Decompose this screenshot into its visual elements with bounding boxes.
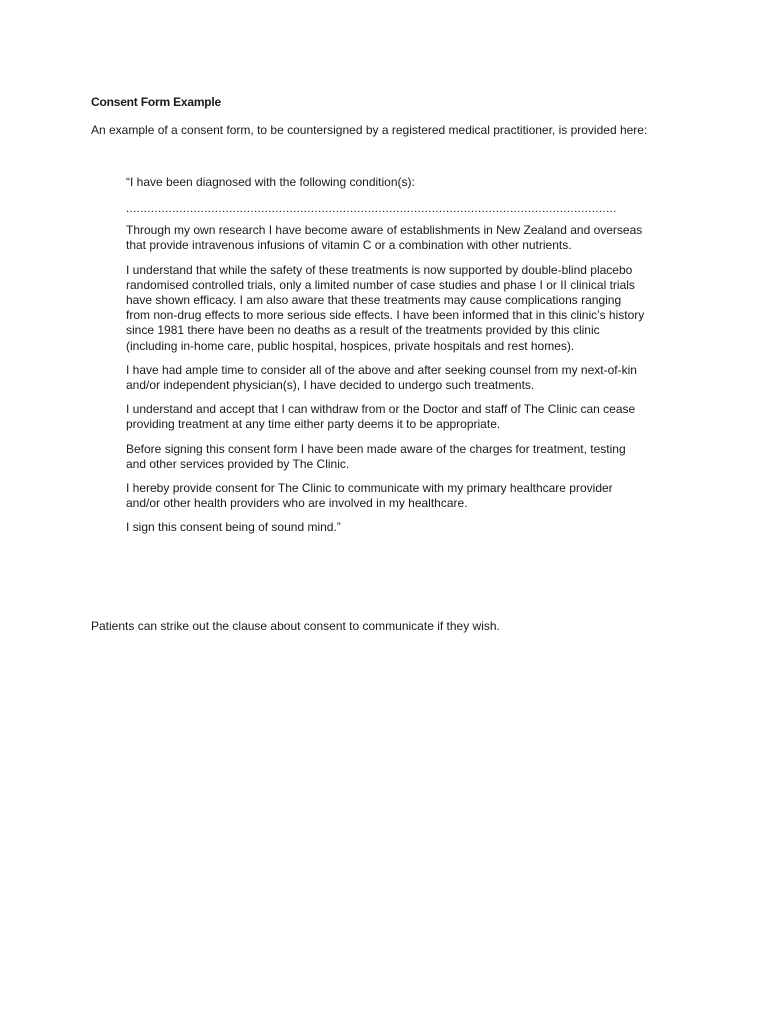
withdrawal-paragraph: I understand and accept that I can withdraw from or the Doctor and staff of The Clinic can cease providing treatment at any time either party deems it to be appropriate. xyxy=(126,402,636,432)
outro-paragraph: Patients can strike out the clause about consent to communicate if they wish. xyxy=(91,619,500,633)
document-heading: Consent Form Example xyxy=(91,95,222,109)
consent-quote-block xyxy=(126,175,646,545)
intro-paragraph: An example of a consent form, to be countersigned by a registered medical practitioner, is provided here: xyxy=(91,123,648,137)
condition-blank-line: .......................................................................................................................................... xyxy=(126,203,617,216)
sound-mind-paragraph: I sign this consent being of sound mind.” xyxy=(126,520,341,535)
counsel-paragraph: I have had ample time to consider all of the above and after seeking counsel from my next-of-kin and/or independent physician(s), I have decided to undergo such treatments. xyxy=(126,362,637,393)
charges-paragraph: Before signing this consent form I have been made aware of the charges for treatment, testing and other services provided by The Clinic. xyxy=(126,441,626,471)
research-paragraph: Through my own research I have become aware of establishments in New Zealand and overseas that provide intravenous infusions of vitamin C or a combination with other nutrients. xyxy=(126,223,643,253)
communication-consent-paragraph: I hereby provide consent for The Clinic to communicate with my primary healthcare provider and/or other health providers who are involved in my healthcare. xyxy=(126,481,613,511)
safety-paragraph: I understand that while the safety of these treatments is now supported by double-blind placebo randomised controlled trials, only a limited number of case studies and phase I or II clinical trials have shown efficacy. I am also aware that these treatments may cause complications ranging from non-drug effects to more serious side effects. I have been informed that in this clinic’s history since 1981 there have been no deaths as a result of the treatments provided by this clinic (including in-home care, public hospital, hospices, private hospitals and rest homes). xyxy=(126,262,645,353)
diagnosis-line: “I have been diagnosed with the following condition(s): xyxy=(126,175,415,189)
